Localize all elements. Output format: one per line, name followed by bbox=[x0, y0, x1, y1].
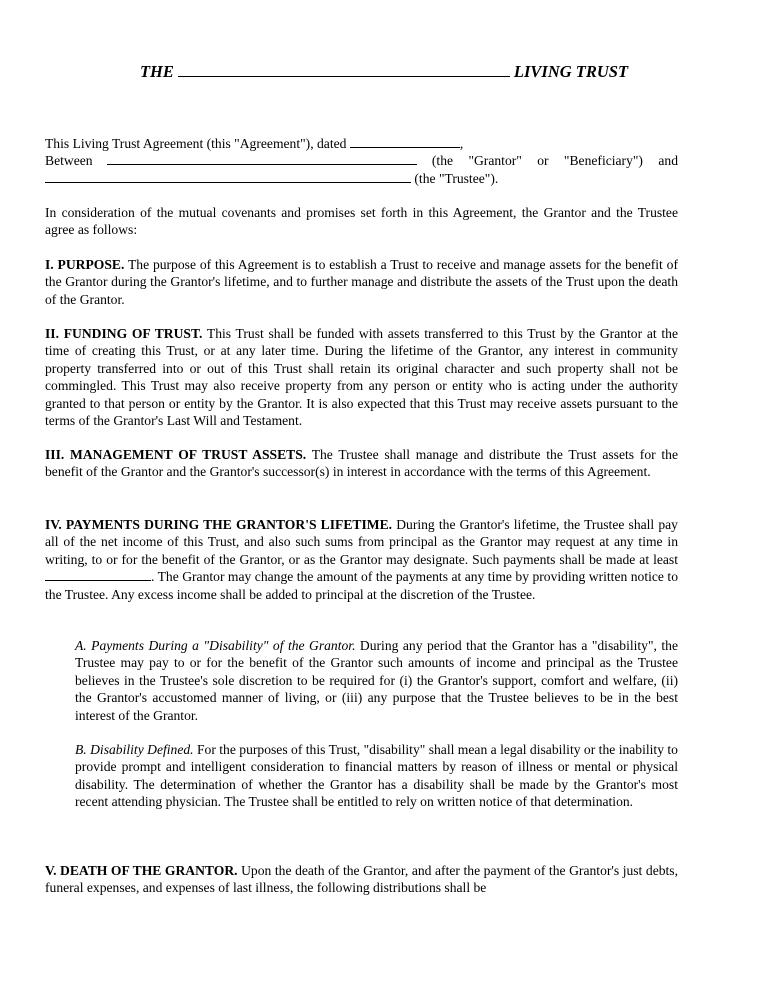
section-purpose bbox=[45, 256, 678, 308]
section-heading: V. DEATH OF THE GRANTOR. bbox=[45, 863, 238, 878]
intro-line1: This Living Trust Agreement (this "Agreement"), dated bbox=[45, 136, 347, 151]
section-text: The purpose of this Agreement is to establish a Trust to receive and manage assets for the benefit of the Grantor during the Grantor's lifetime, and to further manage and distribute the assets of the Trust upon the death of the Grantor. bbox=[45, 257, 678, 307]
subsection-heading: B. Disability Defined. bbox=[75, 742, 194, 757]
section-heading: IV. PAYMENTS DURING THE GRANTOR'S LIFETIME. bbox=[45, 517, 393, 532]
subsection-text: For the purposes of this Trust, "disability" shall mean a legal disability or the inability to provide prompt and intelligent consideration to financial matters by reason of illness or mental or physical disability. The determination of whether the Grantor has a disability shall be made by the Grantor's most recent attending physician. The Trustee shall be entitled to rely on written notice of that determination. bbox=[75, 742, 678, 810]
title-suffix: LIVING TRUST bbox=[513, 62, 629, 81]
between-label: Between bbox=[45, 153, 93, 169]
trustee-blank[interactable] bbox=[45, 170, 411, 183]
section-heading: III. MANAGEMENT OF TRUST ASSETS. bbox=[45, 447, 307, 462]
section-payments bbox=[45, 516, 678, 603]
grantor-blank[interactable] bbox=[107, 152, 417, 165]
section-heading: I. PURPOSE. bbox=[45, 257, 125, 272]
payment-frequency-blank[interactable] bbox=[45, 568, 151, 581]
section-text: . The Grantor may change the amount of the payments at any time by providing written notice to the Trustee. Any excess income shall be added to principal at the discretion of the Trustee. bbox=[45, 569, 678, 602]
section-text: This Trust shall be funded with assets transferred to this Trust by the Grantor at the time of creating this Trust, or at any later time. During the lifetime of the Grantor, any interest in community property transferred into or out of this Trust shall retain its original character and such property shall not be commingled. This Trust may also receive property from any person or entity who is acting under the authority granted to that person or entity by the Grantor. It is also expected that this Trust may receive assets pursuant to the terms of the Grantor's Last Will and Testament. bbox=[45, 326, 678, 429]
section-funding bbox=[45, 325, 678, 429]
section-management bbox=[45, 446, 678, 481]
title-prefix: THE bbox=[139, 62, 174, 81]
subsection-disability-payments bbox=[75, 637, 678, 724]
section-text: During the Grantor's lifetime, the Trustee shall pay all of the net income of this Trust, and also such sums from principal as the Grantor may request at any time in writing, to or for the benefit of the Grantor, or as the Grantor may designate. Such payments shall be made at least bbox=[45, 517, 678, 567]
trust-name-blank[interactable] bbox=[178, 62, 510, 77]
comma: , bbox=[459, 136, 464, 151]
section-text: Upon the death of the Grantor, and after the payment of the Grantor's just debts, funeral expenses, and expenses of last illness, the following distributions shall be bbox=[45, 863, 678, 896]
grantor-label: (the "Grantor" or "Beneficiary") and bbox=[431, 153, 678, 169]
section-text: The Trustee shall manage and distribute the Trust assets for the benefit of the Grantor and the Grantor's successor(s) in interest in accordance with the terms of this Agreement. bbox=[45, 447, 678, 480]
trustee-label: (the "Trustee"). bbox=[414, 170, 499, 186]
subsection-heading: A. Payments During a "Disability" of the Grantor. bbox=[75, 638, 356, 653]
subsection-text: During any period that the Grantor has a "disability", the Trustee may pay to or for the benefit of the Grantor such amounts of income and principal as the Trustee believes in the Trustee's sole discretion to be required for (i) the Grantor's support, comfort and welfare, (ii) the Grantor's accustomed manner of living, or (iii) any purpose that the Trustee believes to be in the best interest of the Grantor. bbox=[75, 638, 678, 723]
intro-block bbox=[45, 135, 678, 187]
document-title bbox=[0, 62, 768, 82]
date-blank[interactable] bbox=[350, 135, 460, 148]
subsection-disability-defined bbox=[75, 741, 678, 811]
section-death bbox=[45, 862, 678, 897]
consideration-paragraph: In consideration of the mutual covenants and promises set forth in this Agreement, the Grantor and the Trustee agree as follows: bbox=[45, 205, 678, 238]
section-heading: II. FUNDING OF TRUST. bbox=[45, 326, 203, 341]
